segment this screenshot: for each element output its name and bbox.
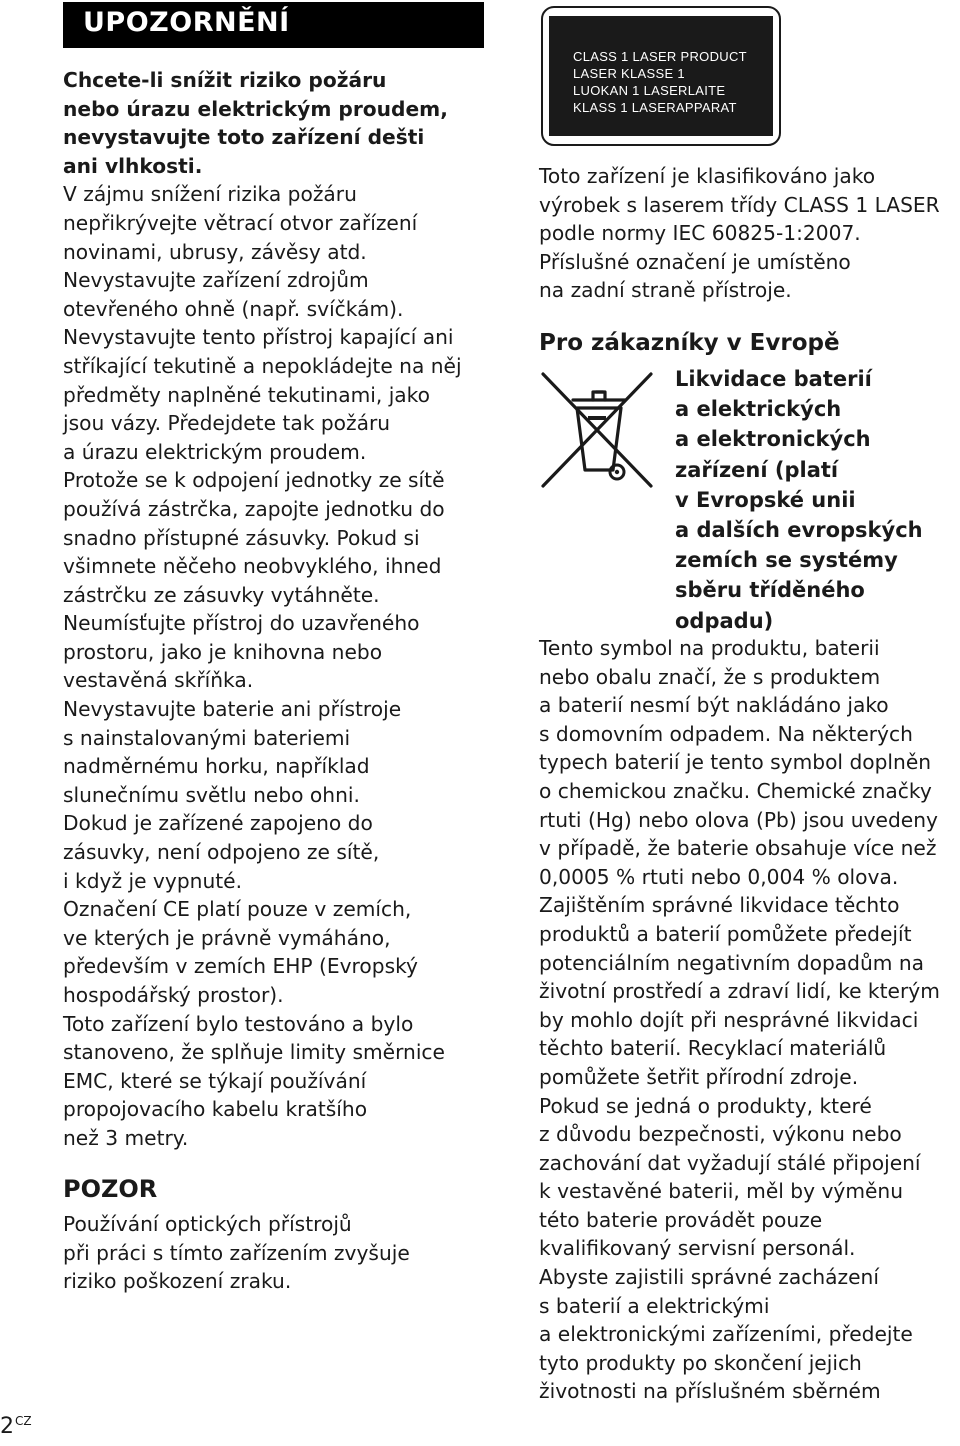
text-line: předměty naplněné tekutinami, jako: [63, 382, 431, 407]
text-line: než 3 metry.: [63, 1125, 189, 1150]
text-line: životnosti na příslušném sběrném: [539, 1379, 881, 1404]
text-line: v případě, že baterie obsahuje více než: [539, 836, 937, 861]
text-line: Toto zařízení bylo testováno a bylo: [63, 1011, 414, 1036]
text-line: Dokud je zařízené zapojeno do: [63, 811, 373, 836]
text-line: a elektronickými zařízeními, předejte: [539, 1322, 913, 1347]
text-line: těchto baterií. Recyklací materiálů: [539, 1036, 887, 1061]
text-line: všimnete něčeho neobvyklého, ihned: [63, 554, 442, 579]
caution-heading: POZOR: [63, 1175, 158, 1203]
text-line: nebo úrazu elektrickým proudem,: [63, 96, 448, 121]
text-line: zachování dat vyžadují stálé připojení: [539, 1150, 921, 1175]
text-line: nevystavujte toto zařízení dešti: [63, 125, 425, 150]
text-line: stříkající tekutině a nepokládejte na něj: [63, 353, 462, 378]
text-line: výrobek s laserem třídy CLASS 1 LASER: [539, 192, 940, 217]
text-line: zařízení (platí: [675, 457, 839, 482]
caution-text: [63, 1210, 493, 1296]
text-line: s domovním odpadem. Na některých: [539, 721, 913, 746]
text-line: Toto zařízení je klasifikováno jako: [539, 164, 876, 188]
page-number: [0, 1414, 32, 1439]
page-number-value: 2: [0, 1414, 14, 1439]
text-line: propojovacího kabelu kratšího: [63, 1097, 368, 1122]
text-line: v Evropské unii: [675, 487, 856, 512]
text-line: a elektrických: [675, 397, 842, 422]
text-line: snadno přístupné zásuvky. Pokud si: [63, 525, 420, 550]
laser-label-line: LUOKAN 1 LASERLAITE: [573, 83, 726, 98]
text-line: z důvodu bezpečnosti, výkonu nebo: [539, 1122, 902, 1147]
text-line: Abyste zajistili správné zacházení: [539, 1265, 879, 1290]
text-line: používá zástrčka, zapojte jednotku do: [63, 496, 445, 521]
text-line: s baterií a elektrickými: [539, 1293, 770, 1318]
text-line: o chemickou značku. Chemické značky: [539, 778, 932, 803]
text-line: potenciálním negativním dopadům na: [539, 950, 925, 975]
laser-label-text: [573, 48, 747, 116]
text-line: Tento symbol na produktu, baterii: [539, 636, 880, 660]
text-line: Neumísťujte přístroj do uzavřeného: [63, 611, 420, 636]
text-line: Nevystavujte baterie ani přístroje: [63, 697, 402, 722]
text-line: i když je vypnuté.: [63, 868, 242, 893]
text-line: hospodářský prostor).: [63, 983, 284, 1007]
text-line: nepřikrývejte větrací otvor zařízení: [63, 210, 418, 235]
weee-text: [539, 634, 960, 1406]
text-line: kvalifikovaný servisní personál.: [539, 1236, 856, 1261]
text-line: především v zemích EHP (Evropský: [63, 954, 419, 979]
text-line: novinami, ubrusy, závěsy atd.: [63, 239, 367, 264]
text-line: prostoru, jako je knihovna nebo: [63, 639, 383, 664]
text-line: podle normy IEC 60825-1:2007.: [539, 221, 861, 246]
text-line: k vestavěné baterii, měl by výměnu: [539, 1179, 904, 1204]
text-line: slunečnímu světlu nebo ohni.: [63, 782, 360, 807]
text-line: V zájmu snížení rizika požáru: [63, 182, 357, 207]
text-line: Likvidace baterií: [675, 367, 872, 391]
text-line: na zadní straně přístroje.: [539, 278, 792, 303]
text-line: Příslušné označení je umístěno: [539, 249, 851, 274]
text-line: zásuvky, není odpojeno ze sítě,: [63, 840, 380, 865]
text-line: této baterie provádět pouze: [539, 1207, 823, 1232]
text-line: rtuti (Hg) nebo olova (Pb) jsou uvedeny: [539, 807, 938, 832]
warning-text: [63, 66, 493, 1153]
text-line: riziko poškození zraku.: [63, 1269, 292, 1294]
text-line: Nevystavujte tento přístroj kapající ani: [63, 325, 454, 350]
warning-header-bar: [63, 2, 484, 48]
weee-heading: [675, 364, 960, 636]
page-language-code: CZ: [15, 1414, 32, 1428]
text-line: a úrazu elektrickým proudem.: [63, 439, 367, 464]
text-line: životní prostředí a zdraví lidí, ke kterým: [539, 979, 940, 1004]
text-line: Protože se k odpojení jednotky ze sítě: [63, 468, 445, 493]
text-line: produktů a baterií pomůžete předejít: [539, 921, 912, 946]
text-line: zástrčku ze zásuvky vytáhněte.: [63, 582, 380, 607]
text-line: ani vlhkosti.: [63, 153, 203, 178]
warning-heading: UPOZORNĚNÍ: [83, 7, 290, 38]
text-line: ve kterých je právně vymáháno,: [63, 925, 391, 950]
text-line: 0,0005 % rtuti nebo 0,004 % olova.: [539, 864, 899, 889]
text-line: Pokud se jedná o produkty, které: [539, 1093, 872, 1118]
text-line: Označení CE platí pouze v zemích,: [63, 897, 412, 922]
laser-label-line: LASER KLASSE 1: [573, 66, 685, 81]
text-line: s nainstalovanými bateriemi: [63, 725, 351, 750]
text-line: Nevystavujte zařízení zdrojům: [63, 268, 369, 293]
text-line: EMC, které se týkají používání: [63, 1068, 367, 1093]
text-line: Používání optických přístrojů: [63, 1212, 352, 1236]
text-line: by mohlo dojít při nesprávné likvidaci: [539, 1007, 919, 1032]
crossed-bin-icon: [539, 368, 659, 508]
text-line: typech baterií je tento symbol doplněn: [539, 750, 932, 775]
text-line: a dalších evropských: [675, 518, 923, 543]
text-line: vestavěná skříňka.: [63, 668, 254, 693]
europe-heading: Pro zákazníky v Evropě: [539, 330, 840, 356]
text-line: zemích se systémy: [675, 548, 898, 573]
laser-label-line: KLASS 1 LASERAPPARAT: [573, 100, 737, 115]
text-line: pomůžete šetřit přírodní zdroje.: [539, 1064, 859, 1089]
text-line: jsou vázy. Předejdete tak požáru: [63, 411, 391, 436]
text-line: sběru tříděného: [675, 578, 865, 603]
text-line: a elektronických: [675, 427, 871, 452]
text-line: tyto produkty po skončení jejich: [539, 1350, 862, 1375]
text-line: otevřeného ohně (např. svíčkám).: [63, 296, 404, 321]
text-line: nadměrnému horku, například: [63, 754, 370, 779]
text-line: Zajištěním správné likvidace těchto: [539, 893, 900, 918]
laser-label-line: CLASS 1 LASER PRODUCT: [573, 49, 747, 64]
text-line: odpadu): [675, 608, 774, 633]
text-line: nebo obalu značí, že s produktem: [539, 664, 881, 689]
laser-class-text: [539, 162, 959, 305]
text-line: Chcete-li snížit riziko požáru: [63, 68, 387, 92]
text-line: při práci s tímto zařízením zvyšuje: [63, 1240, 410, 1265]
laser-class-label: [541, 6, 781, 146]
text-line: stanoveno, že splňuje limity směrnice: [63, 1040, 445, 1065]
text-line: a baterií nesmí být nakládáno jako: [539, 693, 889, 718]
